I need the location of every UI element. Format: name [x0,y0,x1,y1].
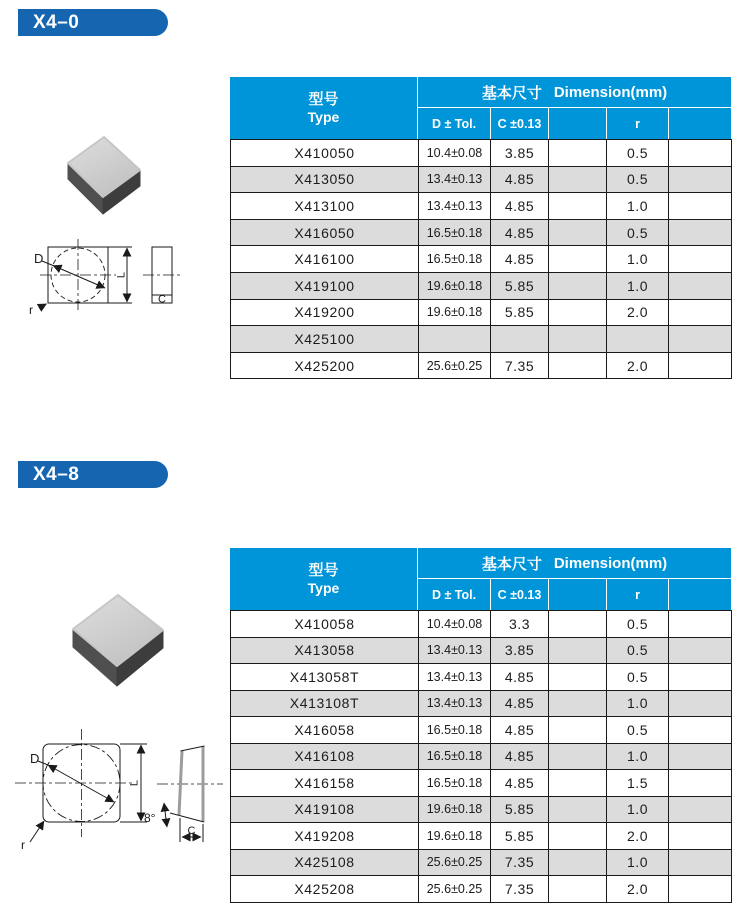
cell-d-tol: 13.4±0.13 [419,166,491,193]
cell-type: X425208 [231,876,419,903]
cell-r [607,326,669,353]
type-header-zh: 型号 [308,90,339,108]
label-c: C [158,293,166,306]
column-header-dimension [418,548,731,579]
cell-blank [669,140,732,167]
cell-blank [549,246,607,273]
column-header-blank [668,108,731,139]
cell-c: 4.85 [491,166,549,193]
cell-blank [549,637,607,664]
table-row [231,611,732,638]
cell-d-tol: 19.6±0.18 [419,299,491,326]
cell-blank [669,796,732,823]
cell-blank [549,326,607,353]
column-header-d-tol: D ± Tol. [431,587,477,602]
cell-type: X425100 [231,326,419,353]
cell-blank [549,664,607,691]
cell-blank [669,690,732,717]
cell-blank [549,876,607,903]
cell-d-tol: 10.4±0.08 [419,611,491,638]
table-row [231,664,732,691]
cell-d-tol: 19.6±0.18 [419,796,491,823]
cell-r: 0.5 [607,140,669,167]
cell-d-tol: 13.4±0.13 [419,193,491,220]
cell-r: 1.0 [607,796,669,823]
column-header-type [230,548,418,610]
cell-blank [669,823,732,850]
table-row [231,637,732,664]
table-row [231,326,732,353]
column-header-blank [548,579,606,610]
cell-r: 0.5 [607,637,669,664]
cell-blank [669,299,732,326]
cell-blank [549,823,607,850]
cell-blank [669,326,732,353]
table-row [231,770,732,797]
table-row [231,193,732,220]
table-row [231,140,732,167]
cell-r: 0.5 [607,219,669,246]
cell-type: X416108 [231,743,419,770]
label-r: r [29,303,33,317]
label-l: L [128,779,141,787]
cell-blank [549,743,607,770]
table-row [231,299,732,326]
table-row [231,352,732,379]
label-angle: 8° [144,811,156,825]
cell-r: 1.0 [607,246,669,273]
table-row [231,219,732,246]
cell-blank [669,272,732,299]
cell-blank [669,193,732,220]
table-body [230,610,732,903]
table-row [231,849,732,876]
cell-c: 5.85 [491,272,549,299]
cell-blank [549,352,607,379]
cell-blank [669,219,732,246]
cell-c: 5.85 [491,796,549,823]
cell-d-tol: 13.4±0.13 [419,637,491,664]
column-header-d-tol: D ± Tol. [431,116,477,131]
cell-c: 4.85 [491,193,549,220]
cell-c: 3.85 [491,637,549,664]
cell-type: X425200 [231,352,419,379]
column-header-c: C ±0.13 [490,579,548,610]
table-row [231,166,732,193]
cell-r: 0.5 [607,611,669,638]
cell-type: X413058 [231,637,419,664]
cell-d-tol [419,326,491,353]
cell-blank [549,849,607,876]
cell-d-tol: 16.5±0.18 [419,246,491,273]
cell-d-tol: 10.4±0.08 [419,140,491,167]
label-c: C [187,825,196,837]
cell-c: 4.85 [491,717,549,744]
cell-d-tol: 16.5±0.18 [419,717,491,744]
cell-r: 0.5 [607,717,669,744]
cell-blank [669,611,732,638]
cell-blank [549,219,607,246]
technical-drawing [10,715,225,860]
column-header-dimension [418,77,731,108]
cell-d-tol: 19.6±0.18 [419,823,491,850]
table-row [231,796,732,823]
table-row [231,690,732,717]
cell-type: X419108 [231,796,419,823]
cell-blank [549,796,607,823]
dim-header-zh: 基本尺寸 [481,84,542,102]
cell-type: X413100 [231,193,419,220]
sub-header-row [418,579,731,610]
label-d: D [30,751,40,766]
cell-c: 3.3 [491,611,549,638]
cell-blank [669,770,732,797]
table-header [230,548,731,610]
cell-type: X416158 [231,770,419,797]
cell-c: 4.85 [491,770,549,797]
dim-header-en: Dimension(mm) [553,554,668,572]
cell-d-tol: 19.6±0.18 [419,272,491,299]
cell-blank [669,166,732,193]
cell-type: X416058 [231,717,419,744]
cell-d-tol: 16.5±0.18 [419,770,491,797]
cell-c: 4.85 [491,219,549,246]
cell-blank [549,611,607,638]
label-l: L [115,271,128,279]
cell-type: X419200 [231,299,419,326]
cell-r: 0.5 [607,166,669,193]
cell-r: 1.0 [607,272,669,299]
dim-header-en: Dimension(mm) [553,83,668,101]
table-body [230,139,732,379]
cell-c: 5.85 [491,299,549,326]
dim-header-zh: 基本尺寸 [481,555,542,573]
cell-c: 7.35 [491,352,549,379]
cell-r: 0.5 [607,664,669,691]
cell-c: 4.85 [491,664,549,691]
label-d: D [34,251,44,266]
label-r: r [21,838,25,852]
cell-blank [549,166,607,193]
column-header-type [230,77,418,139]
cell-blank [549,193,607,220]
section-badge-x4-8: X4–8 [18,461,168,488]
sub-header-row [418,108,731,139]
cell-blank [669,664,732,691]
cell-c: 3.85 [491,140,549,167]
cell-blank [669,352,732,379]
spec-table-x4-8 [230,548,731,903]
column-header-blank [548,108,606,139]
cell-blank [669,717,732,744]
table-row [231,246,732,273]
cell-r: 1.0 [607,690,669,717]
cell-d-tol: 16.5±0.18 [419,219,491,246]
cell-blank [549,299,607,326]
table-row [231,876,732,903]
cell-blank [669,743,732,770]
cell-blank [549,140,607,167]
insert-3d-image [55,130,150,225]
column-header-blank [668,579,731,610]
type-header-en: Type [307,108,340,125]
cell-blank [669,876,732,903]
cell-type: X416050 [231,219,419,246]
cell-blank [549,272,607,299]
cell-type: X410058 [231,611,419,638]
cell-c: 4.85 [491,246,549,273]
cell-type: X416100 [231,246,419,273]
cell-c: 7.35 [491,876,549,903]
cell-r: 1.0 [607,849,669,876]
column-header-c: C ±0.13 [490,108,548,139]
cell-type: X419100 [231,272,419,299]
cell-d-tol: 13.4±0.13 [419,690,491,717]
column-header-r: r [606,108,668,139]
cell-d-tol: 16.5±0.18 [419,743,491,770]
cell-type: X413050 [231,166,419,193]
type-header-en: Type [307,579,340,596]
cell-blank [669,849,732,876]
cell-type: X413108T [231,690,419,717]
technical-drawing [15,228,185,323]
cell-blank [669,246,732,273]
cell-blank [549,690,607,717]
cell-blank [549,770,607,797]
table-row [231,717,732,744]
cell-d-tol: 25.6±0.25 [419,849,491,876]
cell-c: 4.85 [491,690,549,717]
insert-3d-image [58,585,178,700]
cell-c: 4.85 [491,743,549,770]
table-row [231,823,732,850]
cell-r: 1.0 [607,193,669,220]
cell-d-tol: 25.6±0.25 [419,876,491,903]
table-header [230,77,731,139]
cell-c [491,326,549,353]
cell-r: 1.0 [607,743,669,770]
section-badge-x4-0: X4–0 [18,9,168,36]
cell-type: X410050 [231,140,419,167]
cell-d-tol: 13.4±0.13 [419,664,491,691]
cell-c: 5.85 [491,823,549,850]
cell-type: X419208 [231,823,419,850]
type-header-zh: 型号 [308,561,339,579]
cell-blank [549,717,607,744]
cell-type: X425108 [231,849,419,876]
spec-table-x4-0 [230,77,731,379]
cell-r: 2.0 [607,299,669,326]
cell-r: 1.5 [607,770,669,797]
cell-blank [669,637,732,664]
cell-r: 2.0 [607,823,669,850]
cell-c: 7.35 [491,849,549,876]
table-row [231,743,732,770]
cell-r: 2.0 [607,352,669,379]
cell-type: X413058T [231,664,419,691]
table-row [231,272,732,299]
cell-d-tol: 25.6±0.25 [419,352,491,379]
cell-r: 2.0 [607,876,669,903]
column-header-r: r [606,579,668,610]
